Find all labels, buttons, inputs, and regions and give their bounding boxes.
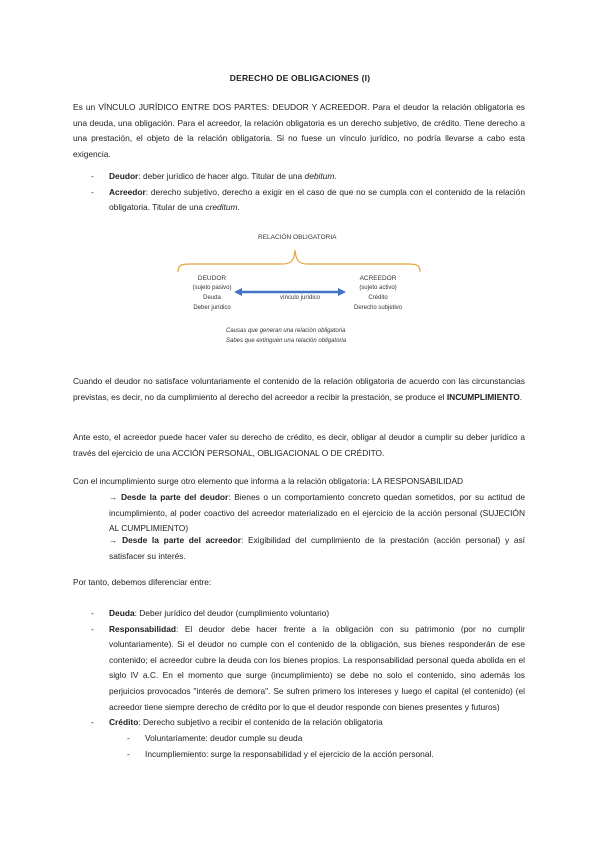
responsabilidad-intro: Con el incumplimiento surge otro elemento que informa a la relación obligatoria: LA RESPONSABILIDAD: [73, 476, 464, 486]
deudor-title: DEUDOR: [197, 275, 227, 282]
diagram-heading: RELACIÓN OBLIGATORIA: [258, 234, 337, 241]
credito-sub-list: [127, 731, 525, 762]
credito-paragraph: Ante esto, el acreedor puede hacer valer su derecho de crédito, es decir, obligar al deudor a cumplir su deber jurídico a través del ejercicio de una ACCIÓN PERSONAL, OBLIGACIONAL O DE CRÉDITO.: [73, 432, 525, 458]
list-item: - Voluntariamente: deudor cumple su deuda: [127, 731, 525, 747]
diagram-caption: Causas que generan una relación obligatoria: [226, 328, 346, 334]
list-item: - Incumpliemiento: surge la responsabilidad y el ejercicio de la acción personal.: [127, 747, 525, 763]
parties-list: [91, 169, 525, 216]
list-item: - Acreedor: derecho subjetivo, derecho a exigir en el caso de que no se cumpla con el contenido de la relación obligatoria. Titular de una creditum.: [91, 185, 525, 216]
brace-shape: [170, 242, 430, 302]
acreedor-title: ACREEDOR: [359, 275, 397, 282]
list-item: - Responsabilidad: El deudor debe hacer frente a la obligación con su patrimonio (por no cumplir voluntariamente). Si el deudor no cumple con el contenido de la obligación, sus bienes responderán de ese contenido; el acreedor cubre la deuda con los bienes propios. La responsabilidad personal queda abolida en el siglo IV a.C. En el momento que surge (incumplimiento) se debe no solo el contenido, sino además los perjuicios provocados "interés de demora". Se sufren primero los intereses y luego el capital (el contenido) (el acreedor tiene siempre derecho de crédito por lo que el deudor responde con bienes presentes y futuros): [91, 622, 525, 716]
deudor-line: Deber jurídico: [193, 305, 231, 311]
diagram-caption: Sabes que extinguen una relación obligatoria: [226, 338, 347, 344]
diferenciar-paragraph: Por tanto, debemos diferenciar entre:: [73, 577, 212, 587]
acreedor-line: Crédito: [368, 295, 388, 301]
deudor-line: Deuda: [203, 295, 221, 301]
intro-paragraph: Es un VÍNCULO JURÍDICO ENTRE DOS PARTES: DEUDOR Y ACREEDOR. Para el deudor la relación obligatoria es una deuda, una obligación. Para el acreedor, la relación obligatoria es un derecho subjetivo, de crédito. Tiene derecho a una prestación, el objeto de la relación obligatoria. Si no fuese un vínculo jurídico, no podría llevarse a cabo esta exigencia.: [73, 102, 525, 159]
relacion-obligatoria-diagram: [170, 232, 430, 352]
vinculo-label: vínculo jurídico: [279, 295, 321, 301]
incumplimiento-paragraph: Cuando el deudor no satisface voluntariamente el contenido de la relación obligatoria de acuerdo con las circunstancias previstas, es decir, no da cumplimiento al derecho del acreedor a recibir la prestación, se produce el INCUMPLIMIENTO.: [73, 376, 525, 402]
page-title: DERECHO DE OBLIGACIONES (I): [229, 73, 371, 83]
list-item: - Deuda: Deber jurídico del deudor (cumplimiento voluntario): [91, 606, 525, 622]
deudor-line: (sujeto pasivo): [192, 285, 232, 291]
final-list: [91, 606, 525, 731]
arrow-item-deudor: → Desde la parte del deudor: Bienes o un comportamiento concreto quedan sometidos, por su actitud de incumplimiento, al poder coactivo del acreedor materializado en el ejercicio de la acción personal (SUJECIÓN AL CUMPLIMIENTO): [109, 492, 526, 534]
acreedor-line: (sujeto activo): [359, 285, 397, 291]
arrow-item-acreedor: → Desde la parte del acreedor: Exigibilidad del cumplimiento de la prestación (acción personal) y así satisfacer su interés.: [109, 535, 526, 561]
list-item: - Deudor: deber jurídico de hacer algo. Titular de una debitum.: [91, 169, 525, 185]
list-item: - Crédito: Derecho subjetivo a recibir el contenido de la relación obligatoria: [91, 715, 525, 731]
acreedor-line: Derecho subjetivo: [353, 305, 403, 311]
